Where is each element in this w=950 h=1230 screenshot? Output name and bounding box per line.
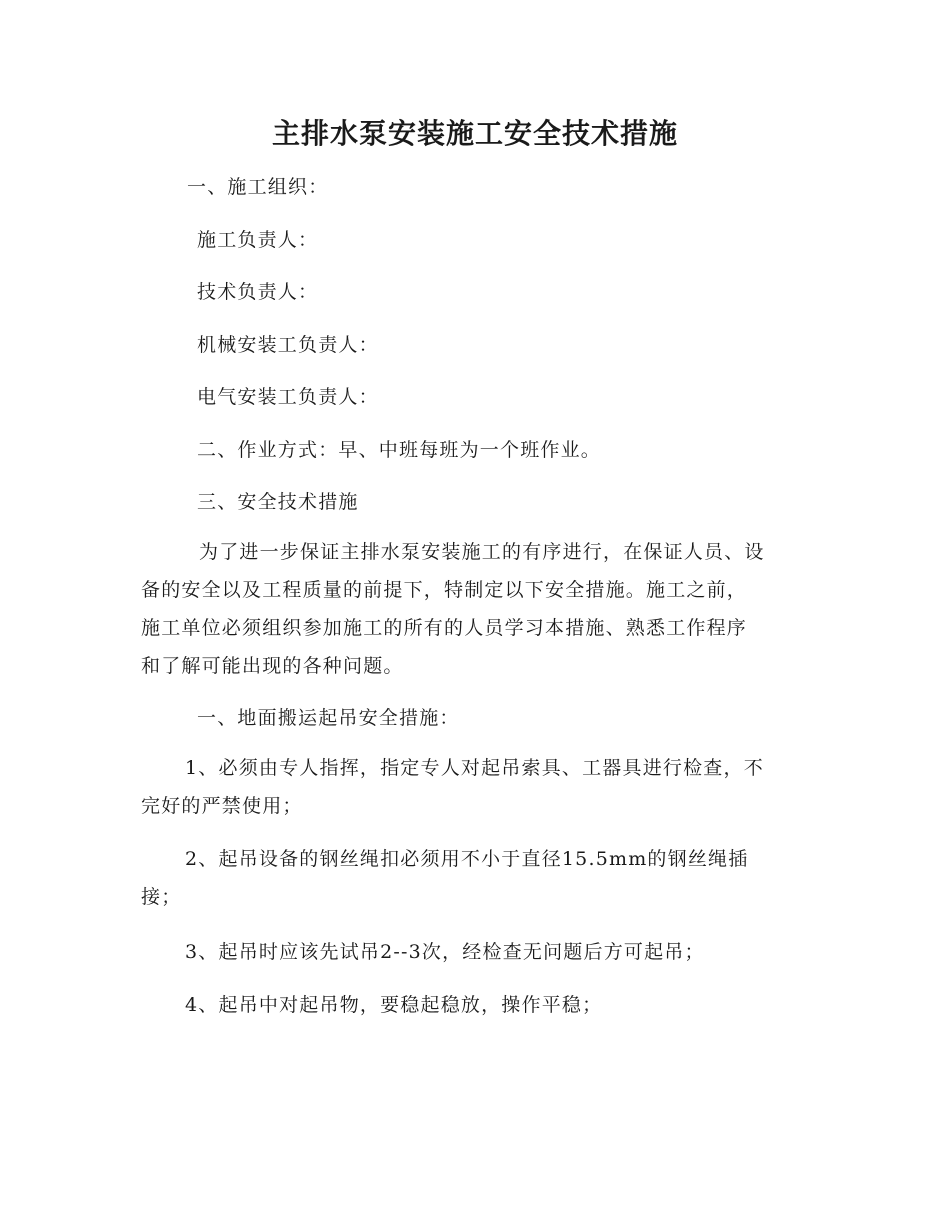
item-line: 完好的严禁使用； (141, 795, 303, 817)
document-title: 主排水泵安装施工安全技术措施 (271, 117, 678, 150)
intro-line: 为了进一步保证主排水泵安装施工的有序进行，在保证人员、设 (199, 541, 765, 563)
item-2 (141, 840, 748, 916)
lifting-heading: 一、地面搬运起吊安全措施： (197, 707, 460, 729)
mechanical-lead-label: 机械安装工负责人： (197, 334, 379, 356)
intro-line: 和了解可能出现的各种问题。 (141, 655, 404, 677)
item-line: 1、必须由专人指挥，指定专人对起吊索具、工器具进行检查，不 (185, 757, 764, 779)
item-line: 2、起吊设备的钢丝绳扣必须用不小于直径15.5mm的钢丝绳插 (185, 848, 749, 870)
technical-lead-label: 技术负责人： (197, 281, 319, 303)
safety-heading: 三、安全技术措施 (197, 491, 359, 513)
org-heading: 一、施工组织： (187, 176, 329, 198)
electrical-lead-label: 电气安装工负责人： (197, 386, 379, 408)
item-3: 3、起吊时应该先试吊2--3次，经检查无问题后方可起吊； (185, 941, 705, 963)
item-line: 接； (141, 886, 182, 908)
intro-paragraph (141, 533, 765, 685)
intro-line: 备的安全以及工程质量的前提下，特制定以下安全措施。施工之前， (141, 579, 748, 601)
item-1 (141, 749, 764, 825)
item-4: 4、起吊中对起吊物，要稳起稳放，操作平稳； (185, 994, 603, 1016)
construction-lead-label: 施工负责人： (197, 229, 319, 251)
intro-line: 施工单位必须组织参加施工的所有的人员学习本措施、熟悉工作程序 (141, 617, 748, 639)
work-mode-text: 二、作业方式：早、中班每班为一个班作业。 (197, 439, 602, 461)
